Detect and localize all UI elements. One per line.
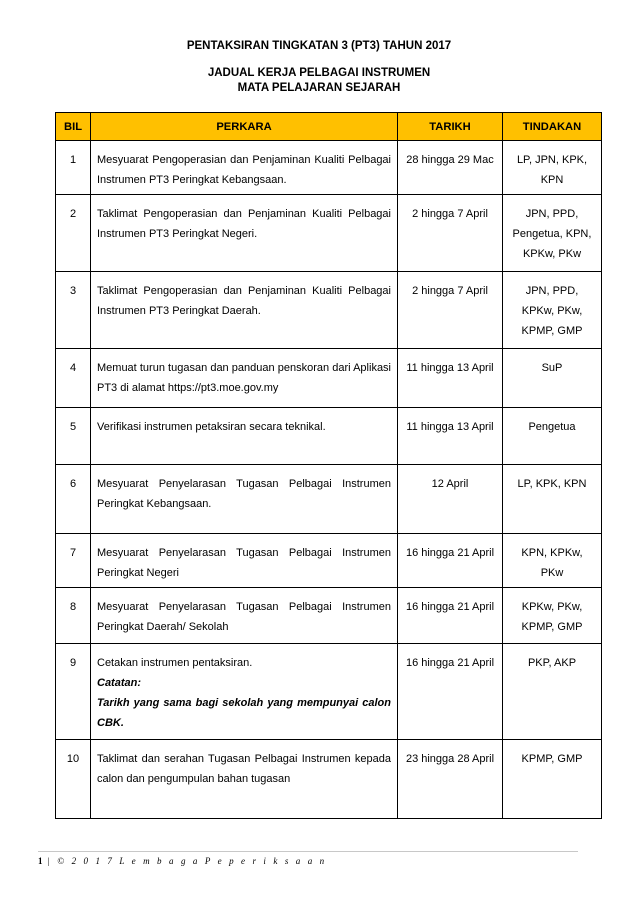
- row-tarikh: 23 hingga 28 April: [398, 740, 503, 819]
- table-row: [56, 588, 602, 644]
- row-tindakan: KPN, KPKw, PKw: [503, 534, 602, 588]
- row-perkara: [91, 644, 398, 740]
- row-tarikh: 11 hingga 13 April: [398, 349, 503, 408]
- header-tindakan: TINDAKAN: [503, 113, 602, 141]
- row-tarikh: 2 hingga 7 April: [398, 272, 503, 349]
- row-tarikh: 16 hingga 21 April: [398, 644, 503, 740]
- row-number: 10: [56, 740, 91, 819]
- row-number: 2: [56, 195, 91, 272]
- schedule-table: [55, 112, 602, 819]
- table-header-row: [56, 113, 602, 141]
- page-footer: [38, 856, 327, 866]
- row-tarikh: 16 hingga 21 April: [398, 534, 503, 588]
- row-number: 6: [56, 465, 91, 534]
- row-tindakan: Pengetua: [503, 408, 602, 465]
- row-tindakan: KPKw, PKw, KPMP, GMP: [503, 588, 602, 644]
- table-row: [56, 465, 602, 534]
- page-number: 1: [38, 856, 43, 866]
- table-row: [56, 408, 602, 465]
- row-number: 5: [56, 408, 91, 465]
- row-number: 7: [56, 534, 91, 588]
- row-tindakan: PKP, AKP: [503, 644, 602, 740]
- row-tindakan: JPN, PPD, Pengetua, KPN, KPKw, PKw: [503, 195, 602, 272]
- row-perkara-text: Cetakan instrumen pentaksiran.: [97, 657, 253, 669]
- subject-title: MATA PELAJARAN SEJARAH: [237, 82, 401, 94]
- table-row: [56, 349, 602, 408]
- row-tarikh: 16 hingga 21 April: [398, 588, 503, 644]
- catatan-label: Catatan:: [97, 677, 142, 689]
- row-tarikh: 11 hingga 13 April: [398, 408, 503, 465]
- row-tarikh: 12 April: [398, 465, 503, 534]
- row-tindakan: LP, JPN, KPK, KPN: [503, 141, 602, 195]
- row-number: 1: [56, 141, 91, 195]
- row-tarikh: 2 hingga 7 April: [398, 195, 503, 272]
- row-number: 9: [56, 644, 91, 740]
- row-number: 4: [56, 349, 91, 408]
- document-title: PENTAKSIRAN TINGKATAN 3 (PT3) TAHUN 2017: [186, 40, 452, 52]
- row-perkara: Memuat turun tugasan dan panduan penskoran dari Aplikasi PT3 di alamat https://pt3.moe.gov.my: [91, 349, 398, 408]
- table-row: [56, 534, 602, 588]
- table-row: [56, 740, 602, 819]
- row-perkara: Mesyuarat Penyelarasan Tugasan Pelbagai Instrumen Peringkat Kebangsaan.: [91, 465, 398, 534]
- row-perkara: Mesyuarat Penyelarasan Tugasan Pelbagai Instrumen Peringkat Daerah/ Sekolah: [91, 588, 398, 644]
- row-perkara: Taklimat Pengoperasian dan Penjaminan Kualiti Pelbagai Instrumen PT3 Peringkat Negeri.: [91, 195, 398, 272]
- header-tarikh: TARIKH: [398, 113, 503, 141]
- row-perkara: Taklimat Pengoperasian dan Penjaminan Kualiti Pelbagai Instrumen PT3 Peringkat Daerah.: [91, 272, 398, 349]
- table-row: [56, 644, 602, 740]
- row-tindakan: JPN, PPD, KPKw, PKw, KPMP, GMP: [503, 272, 602, 349]
- row-tindakan: SuP: [503, 349, 602, 408]
- row-tindakan: LP, KPK, KPN: [503, 465, 602, 534]
- row-perkara: Mesyuarat Penyelarasan Tugasan Pelbagai Instrumen Peringkat Negeri: [91, 534, 398, 588]
- header-bil: BIL: [56, 113, 91, 141]
- row-perkara: Verifikasi instrumen petaksiran secara teknikal.: [91, 408, 398, 465]
- header-perkara: PERKARA: [91, 113, 398, 141]
- row-tarikh: 28 hingga 29 Mac: [398, 141, 503, 195]
- row-perkara: Taklimat dan serahan Tugasan Pelbagai Instrumen kepada calon dan pengumpulan bahan tugasan: [91, 740, 398, 819]
- row-number: 8: [56, 588, 91, 644]
- table-row: [56, 272, 602, 349]
- footer-copyright: | © 2 0 1 7 L e m b a g a P e p e r i k s a a n: [47, 856, 327, 866]
- row-number: 3: [56, 272, 91, 349]
- catatan-text: Tarikh yang sama bagi sekolah yang mempunyai calon CBK.: [97, 697, 391, 729]
- document-subtitle: JADUAL KERJA PELBAGAI INSTRUMEN: [207, 67, 431, 79]
- footer-divider: [38, 851, 578, 852]
- row-perkara: Mesyuarat Pengoperasian dan Penjaminan Kualiti Pelbagai Instrumen PT3 Peringkat Kebangsaan.: [91, 141, 398, 195]
- table-row: [56, 141, 602, 195]
- table-row: [56, 195, 602, 272]
- row-tindakan: KPMP, GMP: [503, 740, 602, 819]
